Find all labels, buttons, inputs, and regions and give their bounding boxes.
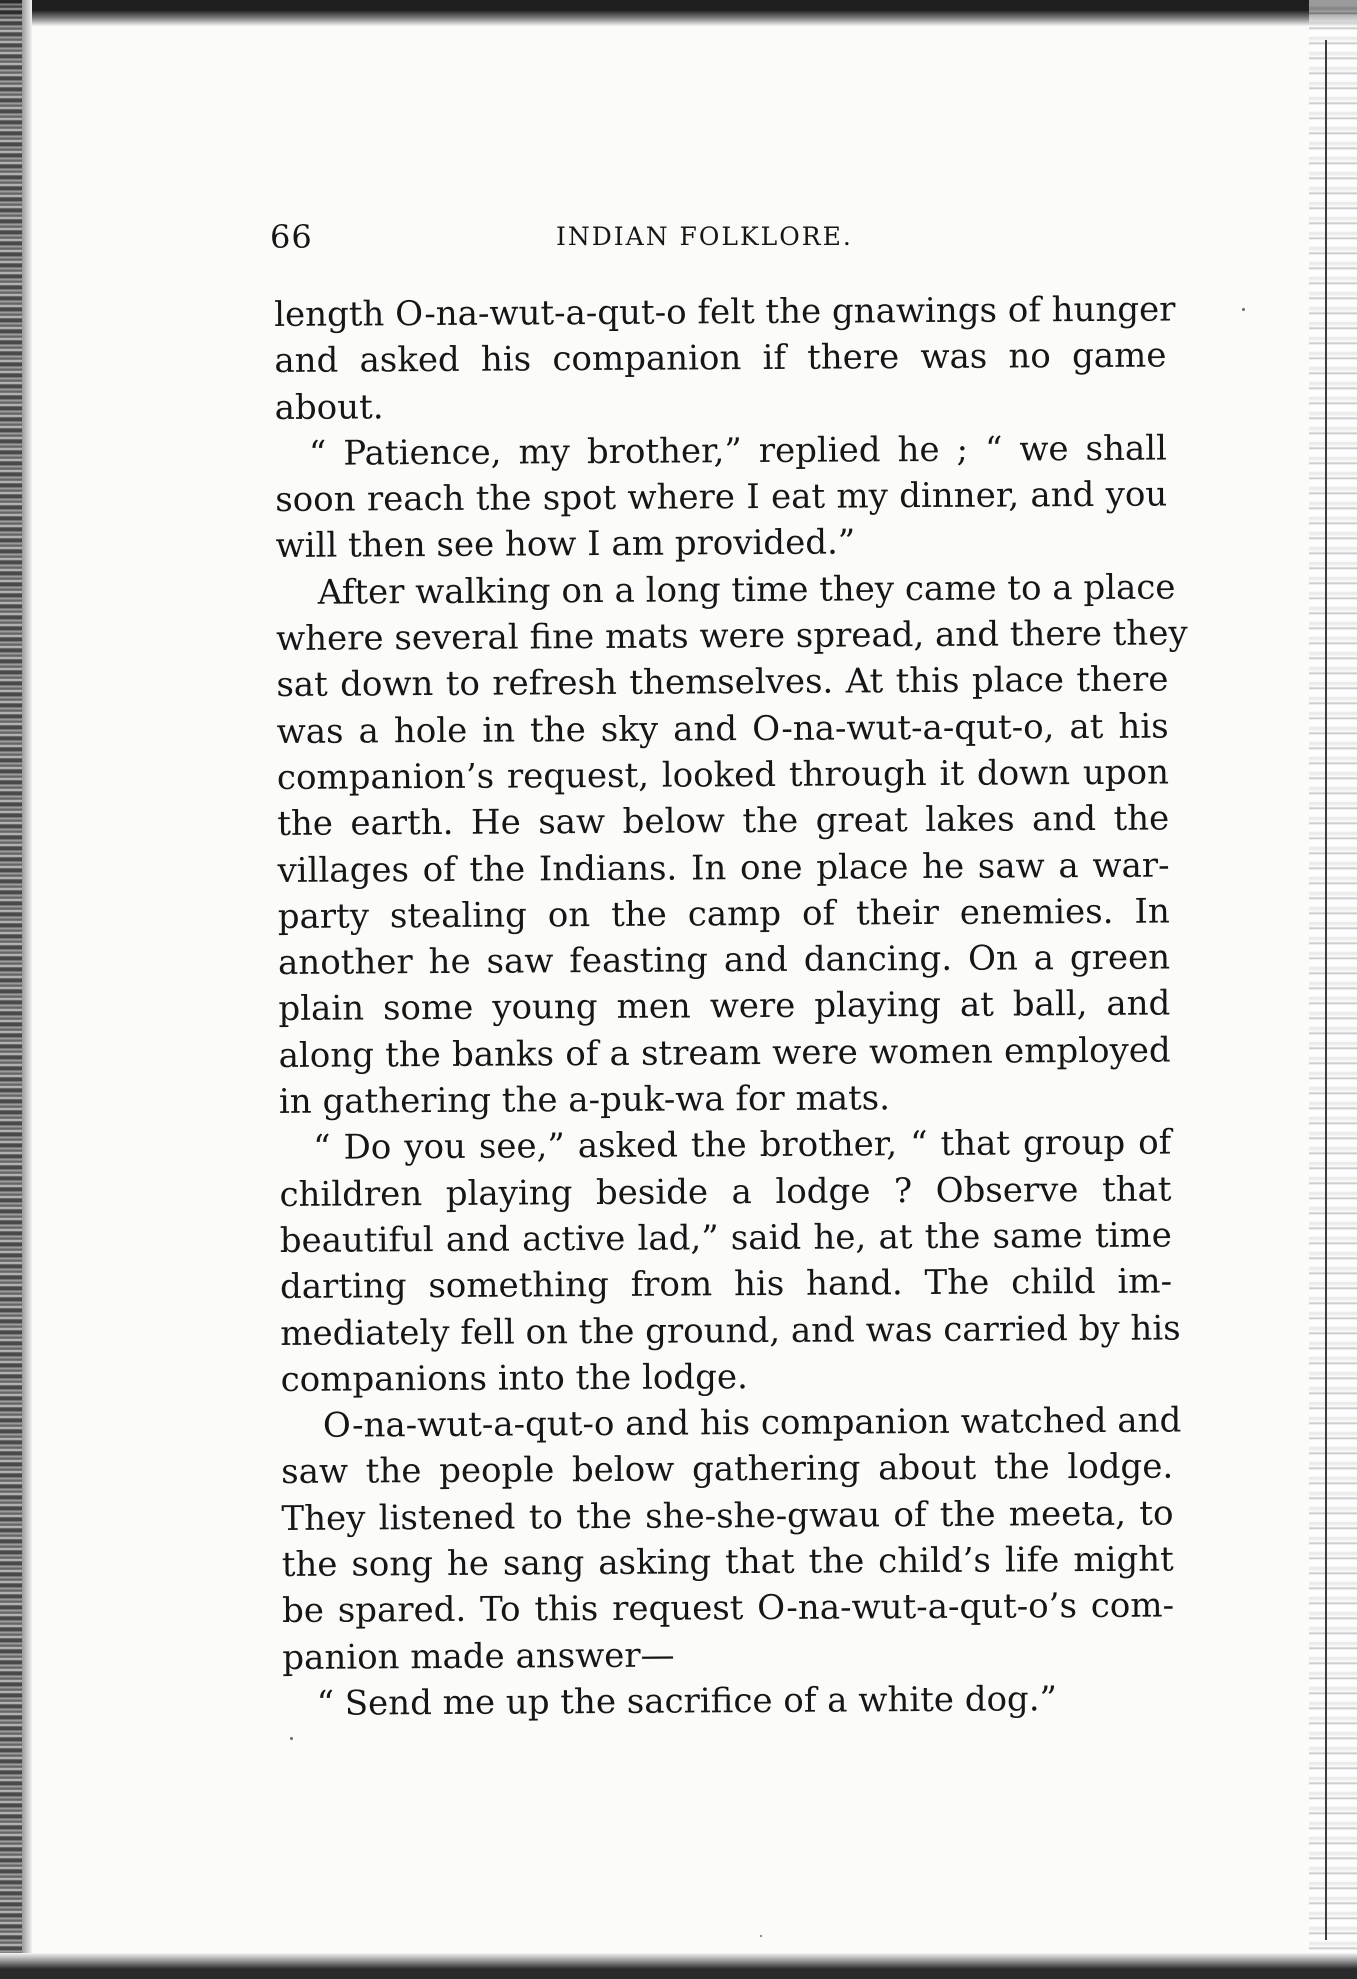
text-line: beautiful and active lad,” said he, at the same time [279, 1215, 1172, 1261]
text-line: companion’s request, looked through it down upon [276, 752, 1170, 798]
running-title: INDIAN FOLKLORE. [556, 222, 853, 251]
text-line: in gathering the a-puk-wa for mats. [278, 1078, 891, 1123]
text-line: the earth. He saw below the great lakes and the [277, 798, 1170, 845]
scan-left-shadow [22, 0, 32, 1979]
text-line: children playing beside a lodge ? Observe that [279, 1169, 1172, 1215]
text-line: was a hole in the sky and O-na-wut-a-qut-o, at his [276, 706, 1169, 752]
body-text [274, 287, 1188, 1728]
scan-right-border-line [1325, 40, 1327, 1940]
text-line: the song he sang asking that the child’s life might [281, 1539, 1174, 1585]
text-line: They listened to the she-she-gwau of the meeta, to [281, 1493, 1174, 1539]
text-line: O-na-wut-a-qut-o and his companion watched and [322, 1400, 1182, 1446]
text-line: along the banks of a stream were women employed [278, 1030, 1171, 1076]
scan-bottom-edge [0, 1953, 1357, 1979]
text-line: “ Send me up the sacrifice of a white dog.” [316, 1679, 1058, 1724]
ink-speck [290, 1737, 293, 1740]
text-line: will then see how I am provided.” [275, 522, 856, 567]
text-line: be spared. To this request O-na-wut-a-qut-o’s com- [281, 1585, 1175, 1632]
running-head [270, 218, 1170, 266]
text-line: villages of the Indians. In one place he saw a war- [277, 845, 1170, 891]
text-line: length O-na-wut-a-qut-o felt the gnawings of hunger [274, 289, 1176, 335]
text-line: plain some young men were playing at ball, and [278, 983, 1171, 1030]
text-line: mediately fell on the ground, and was carried by his [280, 1308, 1181, 1354]
text-line: companions into the lodge. [280, 1356, 748, 1400]
scan-right-edge [1309, 0, 1357, 1979]
text-line: where several fine mats were spread, and there they [275, 613, 1188, 660]
text-line: darting something from his hand. The child im- [279, 1261, 1173, 1308]
text-line: another he saw feasting and dancing. On a green [277, 937, 1171, 984]
text-line: party stealing on the camp of their enemies. In [277, 891, 1170, 937]
text-line: soon reach the spot where I eat my dinner, and you [275, 474, 1168, 521]
ink-speck [1242, 308, 1245, 311]
text-line: After walking on a long time they came to a place [317, 567, 1176, 613]
text-line: and asked his companion if there was no game [274, 335, 1167, 382]
ink-speck [760, 1935, 762, 1937]
text-line: about. [274, 386, 384, 428]
text-line: panion made answer— [282, 1635, 675, 1678]
text-line: saw the people below gathering about the lodge. [281, 1446, 1174, 1493]
text-line: sat down to refresh themselves. At this place there [276, 659, 1169, 706]
scan-left-edge [0, 0, 22, 1979]
page-number: 66 [270, 218, 313, 256]
scan-top-edge [0, 0, 1357, 26]
text-line: “ Patience, my brother,” replied he ; “ we shall [308, 428, 1168, 474]
text-line: “ Do you see,” asked the brother, “ that group of [313, 1122, 1172, 1169]
